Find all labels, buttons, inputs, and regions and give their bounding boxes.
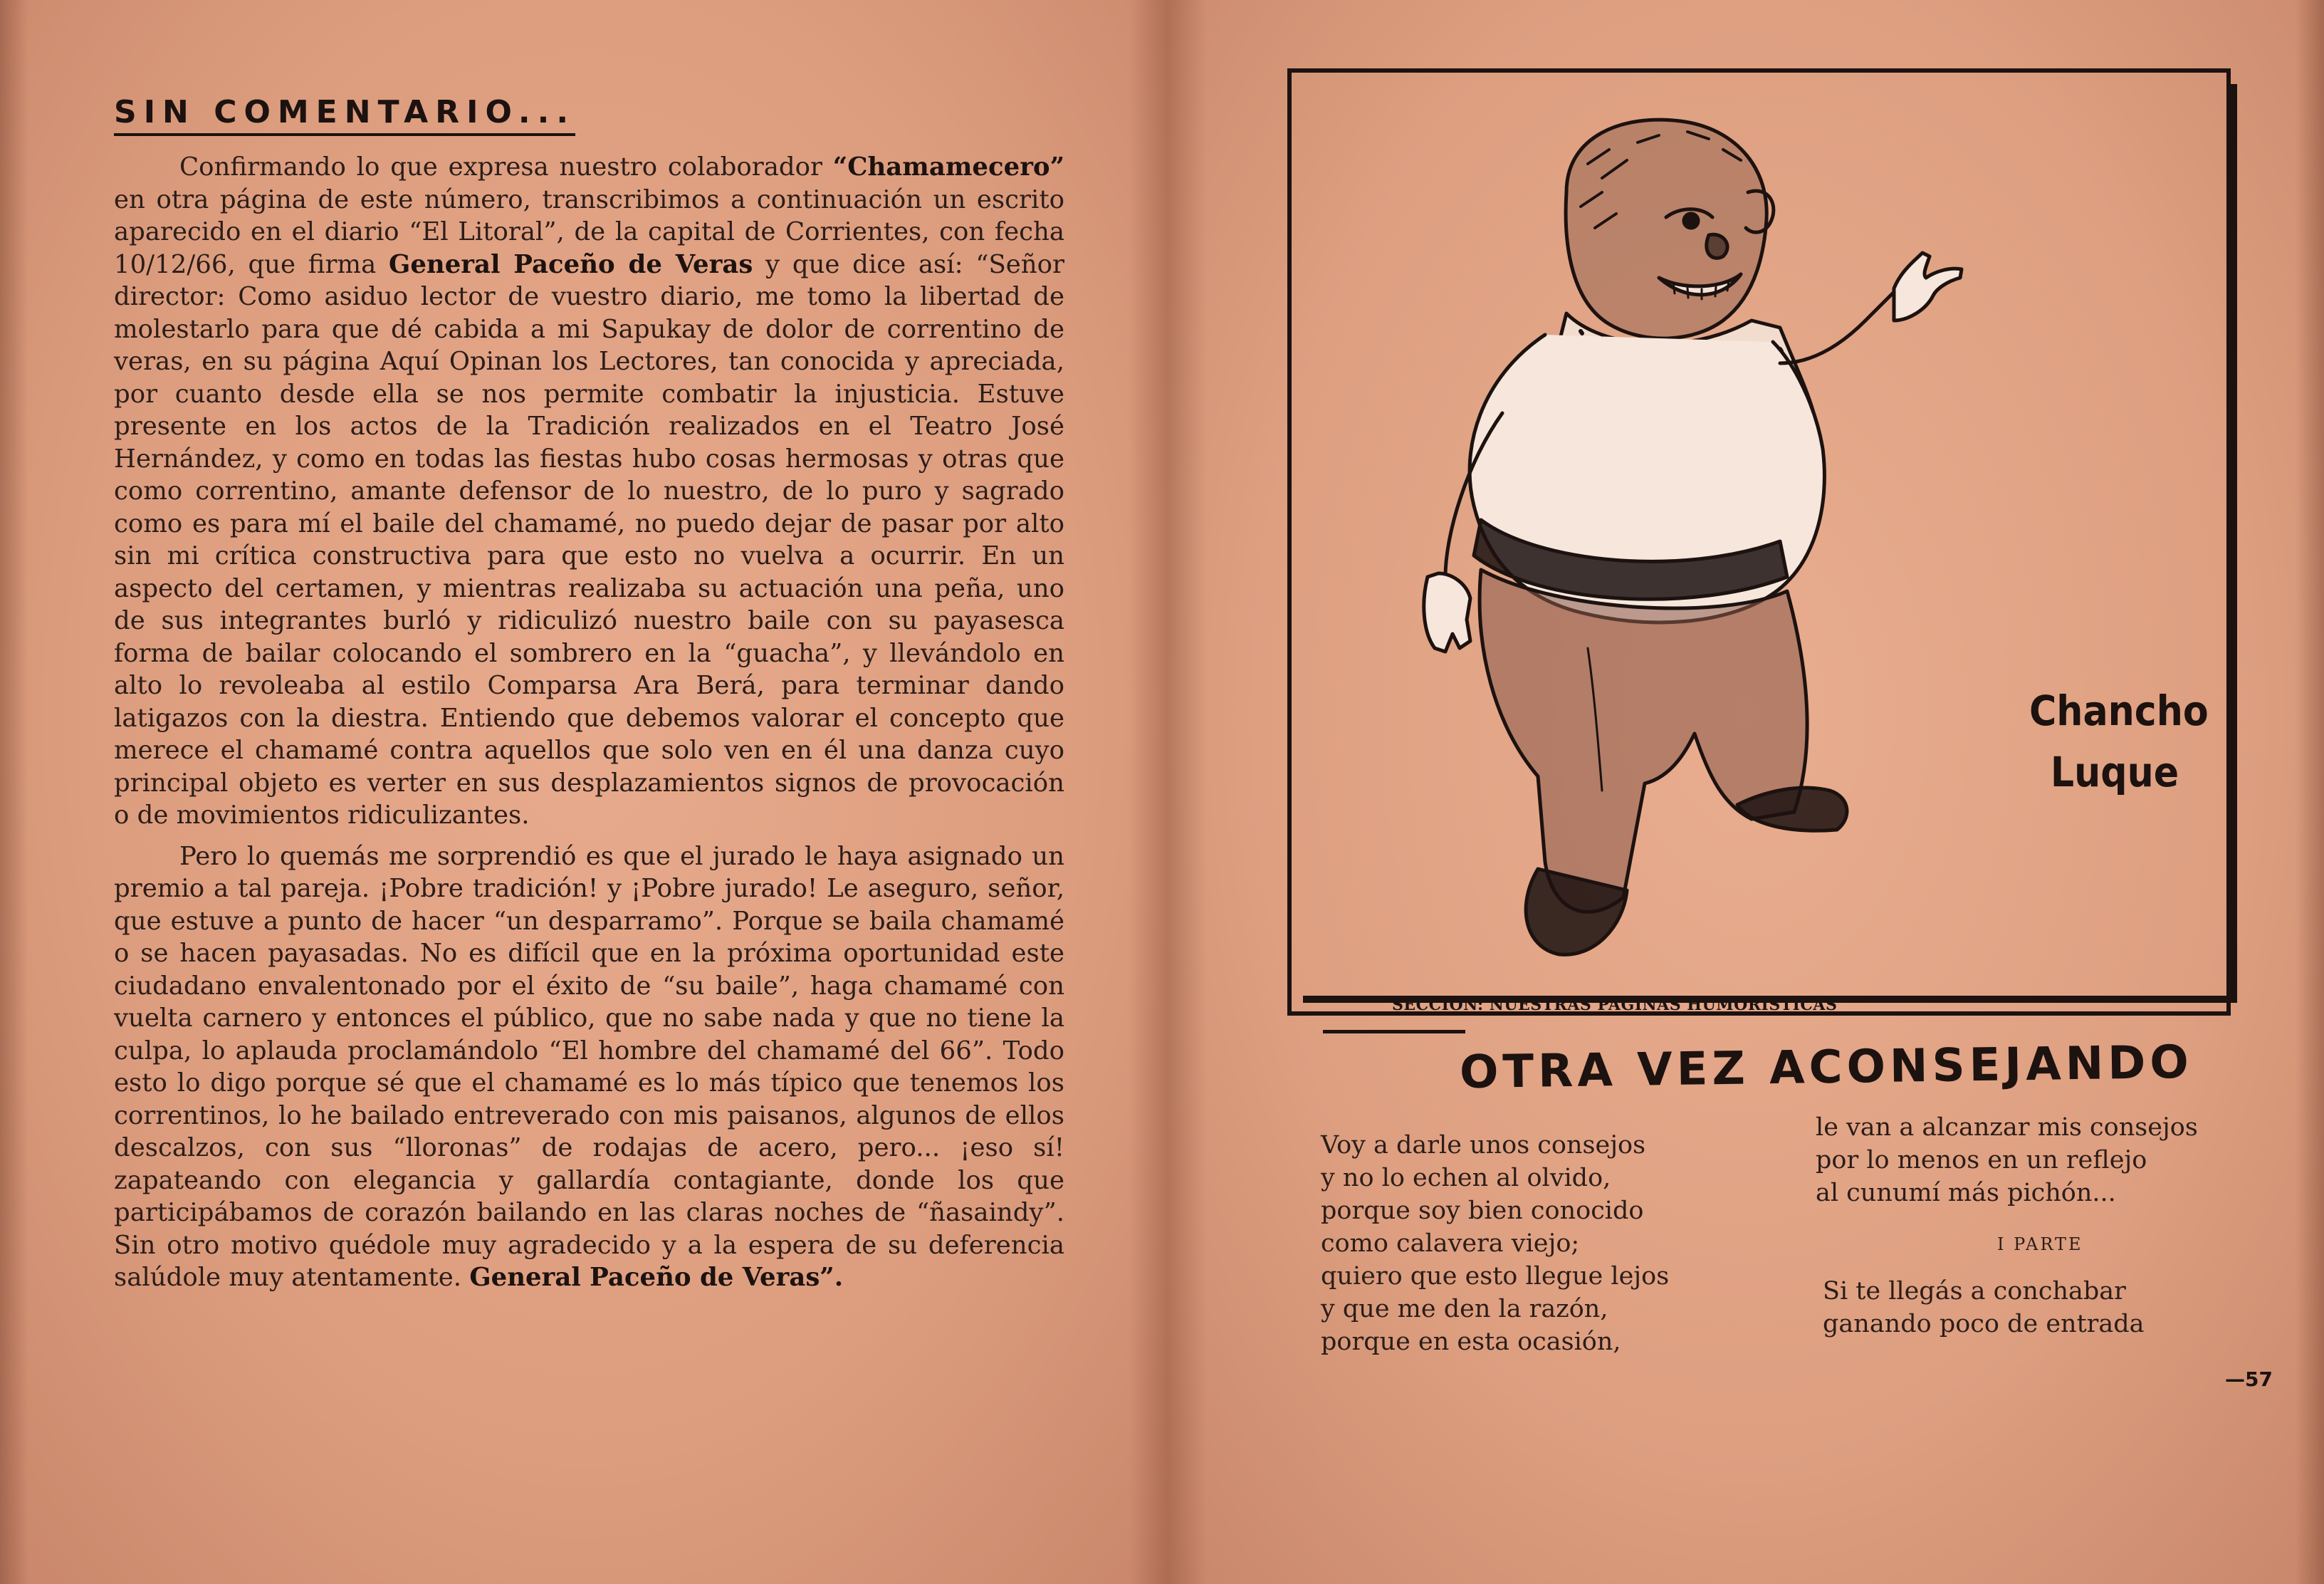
left-hand [1424,573,1470,652]
raised-hand [1894,253,1962,321]
article-paragraph-1 [114,151,1064,832]
verse-line: Voy a darle unos consejos [1321,1131,1646,1160]
verse-right-column-bottom [1823,1275,2145,1340]
verse-line: como calavera viejo; [1321,1229,1580,1258]
character-name [2029,680,2209,803]
raised-arm [1780,285,1901,363]
character-last-name: Luque [2050,748,2179,796]
page-edge-left [0,0,28,1584]
chancho-luque-cartoon-illustration [1353,107,2065,983]
verse-left-column [1321,1129,1669,1358]
verse-line: porque en esta ocasión, [1321,1328,1621,1356]
article-body [114,151,1064,1294]
paragraph-text: Pero lo quemás me sorprendió es que el jurado le haya asignado un premio a tal pareja. ¡Pobre tradición! y ¡Pobre jurado! Le aseguro, señor, que estuve a punto de hacer “un desparramo”. Porque se baila chamamé o se hacen payasadas. No es difícil que en la próxima oportunidad este ciudadano envalentonado por el éxito de “su baile”, haga chamamé con vuelta carnero y entonces el público, que no sabe nada y que no tiene la culpa, lo aplauda proclamándolo “El hombre del chamamé del 66”. Todo esto lo digo porque sé que el chamamé es lo más típico que tenemos los correntinos, lo he bailado entreverado con mis paisanos, algunos de ellos descalzos, con sus “lloronas” de rodajas de acero, pero... ¡eso sí! zapateando con elegancia y gallardía contagiante, donde los que participábamos de corazón bailando en las claras noches de “ñasaindy”. Sin otro motivo quédole muy agradecido y a la espera de su deferencia salúdole muy atentamente. [114,841,1064,1292]
trousers [1480,570,1807,912]
section-label: SECCION: NUESTRAS PAGINAS HUMORISTICAS [1392,996,1838,1014]
verse-right-column-top [1816,1111,2198,1209]
paragraph-text: en otra página de este número, transcribimos a continuación un escrito aparecido en el diario “El Litoral”, de la capital de Corrientes, con fecha 10/12/66, que firma [114,184,1064,279]
page-edge-right [2296,0,2324,1584]
verse-line: le van a alcanzar mis consejos [1816,1113,2198,1142]
part-label: I PARTE [1997,1234,2083,1254]
verse-line: al cunumí más pichón... [1816,1179,2116,1207]
section-rule [1323,1030,1465,1033]
article-title: SIN COMENTARIO... [114,94,575,136]
verse-line: ganando poco de entrada [1823,1310,2145,1338]
nose [1707,234,1727,258]
verse-line: Si te llegás a conchabar [1823,1277,2126,1306]
book-gutter [1129,0,1207,1584]
head-shape [1566,120,1766,338]
verse-line: quiero que esto llegue lejos [1321,1262,1670,1291]
paragraph-bold-text: General Paceño de Veras”. [469,1263,844,1292]
pupil [1684,214,1698,228]
verse-line: y no lo echen al olvido, [1321,1164,1611,1192]
verse-line: por lo menos en un reflejo [1816,1146,2147,1174]
poem-title: OTRA VEZ ACONSEJANDO [1459,1036,2194,1100]
page-number: —57 [2225,1367,2273,1391]
paragraph-text: y que dice así: “Señor director: Como asiduo lector de vuestro diario, me tomo la libertad de molestarlo para que dé cabida a mi Sapukay de dolor de correntino de veras, en su página Aquí Opinan los Lectores, tan conocida y apreciada, por cuanto desde ella se nos permite combatir la injusticia. Estuve presente en los actos de la Tradición realizados en el Teatro José Hernández, y como en todas las fiestas hubo cosas hermosas y otras que como correntino, amante defensor de lo nuestro, de lo puro y sagrado como es para mí el baile del chamamé, no puedo dejar de pasar por alto sin mi crítica constructiva para que esto no vuelva a ocurrir. En un aspecto del certamen, y mientras realizaba su actuación una peña, uno de sus integrantes burló y ridiculizó nuestro baile con su payasesca forma de bailar colocando el sombrero en la “guacha”, y llevándolo en alto lo revoleaba al estilo Comparsa Ara Berá, para terminar dando latigazos con la diestra. Entiendo que debemos valorar el concepto que merece el chamamé contra aquellos que solo ven en él una danza cuyo principal objeto es verter en sus desplazamientos signos de provocación o de movimientos ridiculizantes. [114,249,1064,830]
verse-line: porque soy bien conocido [1321,1197,1644,1225]
paragraph-text: Confirmando lo que expresa nuestro colaborador [179,152,833,182]
character-first-name: Chancho [2029,687,2209,735]
paragraph-bold-text: General Paceño de Veras [389,249,753,279]
paragraph-bold-text: “Chamamecero” [832,152,1064,182]
verse-line: y que me den la razón, [1321,1295,1608,1323]
article-paragraph-2 [114,840,1064,1294]
